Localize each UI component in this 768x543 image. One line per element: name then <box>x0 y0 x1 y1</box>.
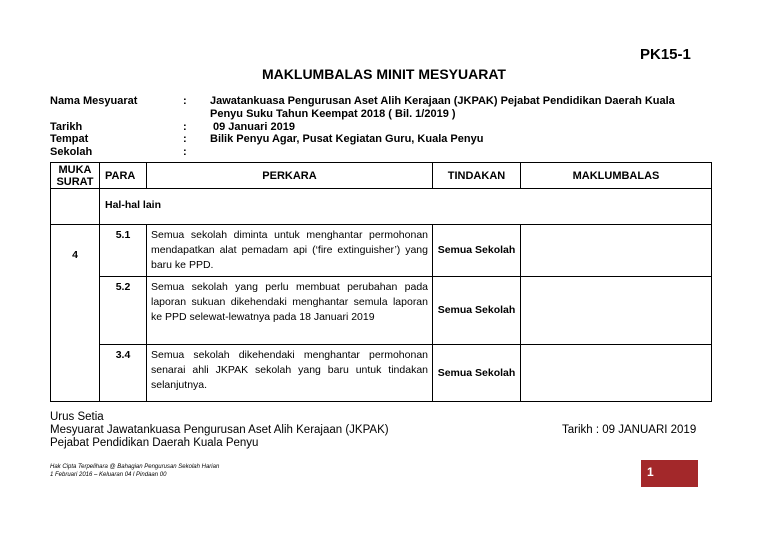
header-para: PARA <box>100 163 147 189</box>
maklumbalas-field[interactable] <box>521 345 712 402</box>
page-number-badge <box>641 460 698 487</box>
tindakan-text: Semua Sekolah <box>433 345 521 402</box>
header-maklumbalas: MAKLUMBALAS <box>521 163 712 189</box>
para-number: 5.1 <box>100 225 147 277</box>
page-title: MAKLUMBALAS MINIT MESYUARAT <box>262 66 506 82</box>
page-number: 1 <box>647 465 654 479</box>
header-perkara: PERKARA <box>147 163 433 189</box>
tindakan-text: Semua Sekolah <box>433 277 521 345</box>
meta-label-nama: Nama Mesyuarat <box>50 95 138 107</box>
meta-colon: : <box>183 121 187 133</box>
meta-colon: : <box>183 133 187 145</box>
muka-surat-value: 4 <box>51 225 100 402</box>
table-row <box>51 225 712 277</box>
header-muka-surat: MUKA SURAT <box>51 163 100 189</box>
perkara-text: Semua sekolah dikehendaki menghantar permohonan senarai ahli JKPAK sekolah yang baru untuk tindakan selanjutnya. <box>147 345 433 402</box>
table-header-row <box>51 163 712 189</box>
copyright-line-2: 1 Februari 2016 – Keluaran 04 l Pindaan 00 <box>50 472 167 478</box>
section-title: Hal-hal lain <box>100 189 712 225</box>
maklumbalas-field[interactable] <box>521 225 712 277</box>
footer-line-1: Urus Setia <box>50 411 104 423</box>
meta-colon: : <box>183 95 187 107</box>
maklumbalas-field[interactable] <box>521 277 712 345</box>
footer-line-2: Mesyuarat Jawatankuasa Pengurusan Aset Alih Kerajaan (JKPAK) <box>50 424 389 436</box>
tindakan-text: Semua Sekolah <box>433 225 521 277</box>
copyright-notice <box>50 463 219 479</box>
header-tindakan: TINDAKAN <box>433 163 521 189</box>
table-row <box>51 345 712 402</box>
meta-label-sekolah: Sekolah <box>50 146 93 158</box>
secretariat-block <box>50 411 389 450</box>
minutes-table <box>50 162 712 402</box>
meta-value-tempat: Bilik Penyu Agar, Pusat Kegiatan Guru, Kuala Penyu <box>210 133 484 145</box>
perkara-text: Semua sekolah diminta untuk menghantar permohonan mendapatkan alat pemadam api (‘fire extinguisher’) yang baru ke PPD. <box>147 225 433 277</box>
meta-label-tempat: Tempat <box>50 133 89 145</box>
meeting-info <box>0 0 768 160</box>
meta-colon: : <box>183 146 187 158</box>
para-number: 5.2 <box>100 277 147 345</box>
document-code: PK15-1 <box>640 46 691 63</box>
table-row <box>51 277 712 345</box>
footer-line-3: Pejabat Pendidikan Daerah Kuala Penyu <box>50 437 259 449</box>
section-row <box>51 189 712 225</box>
footer-date: Tarikh : 09 JANUARI 2019 <box>562 424 697 436</box>
meta-label-tarikh: Tarikh <box>50 121 83 133</box>
perkara-text: Semua sekolah yang perlu membuat perubahan pada laporan sukuan dikehendaki menghantar semula laporan ke PPD selewat-lewatnya pada 18 Januari 2019 <box>147 277 433 345</box>
meta-value-nama: Jawatankuasa Pengurusan Aset Alih Kerajaan (JKPAK) Pejabat Pendidikan Daerah Kuala Penyu Suku Tahun Keempat 2018 ( Bil. 1/2019 ) <box>210 95 675 120</box>
copyright-line-1: Hak Cipta Terpelihara @ Bahagian Pengurusan Sekolah Harian <box>50 464 220 470</box>
para-number: 3.4 <box>100 345 147 402</box>
meta-value-tarikh: 09 Januari 2019 <box>213 121 295 133</box>
empty-cell <box>51 189 100 225</box>
